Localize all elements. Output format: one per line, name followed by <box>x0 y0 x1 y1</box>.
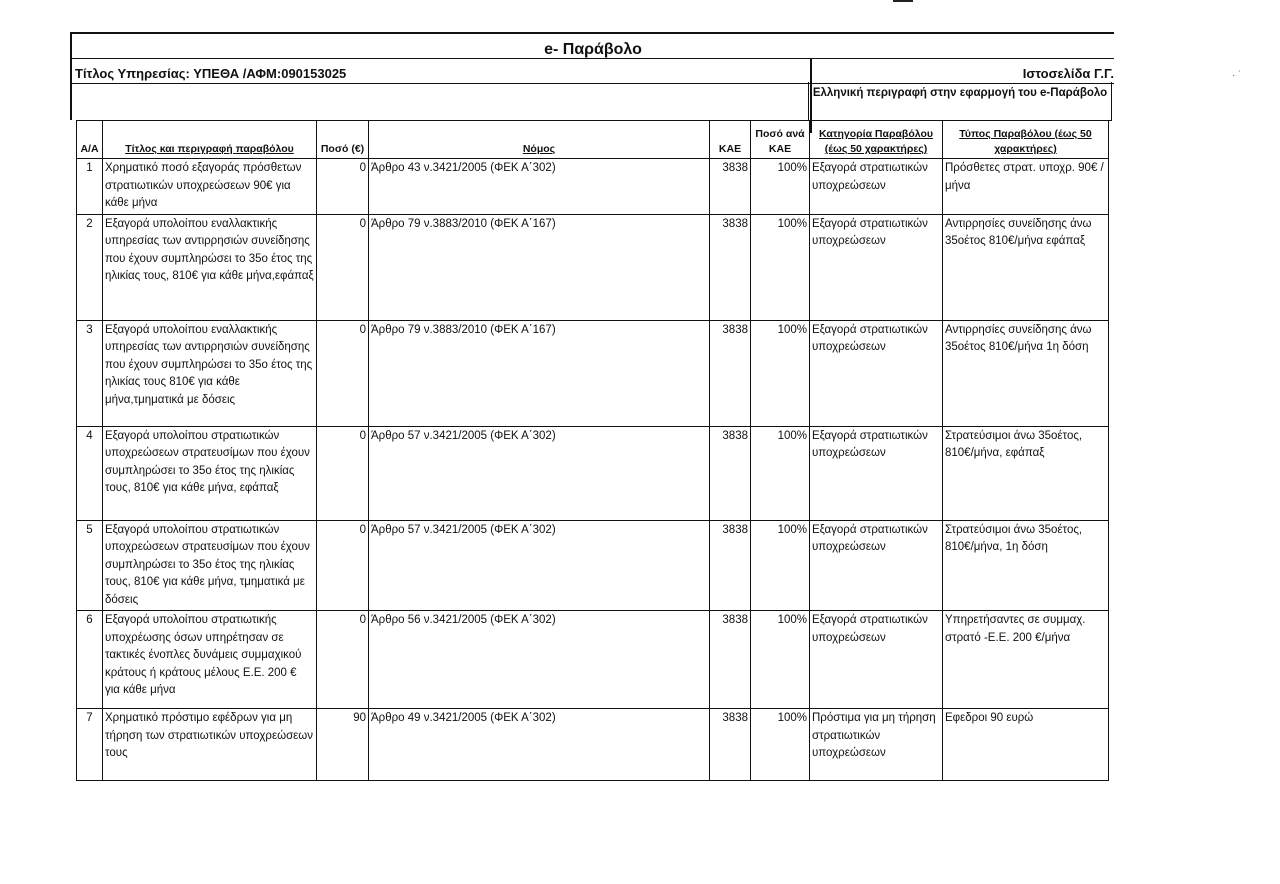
scan-mark <box>893 0 913 2</box>
cell-type: Υπηρετήσαντες σε συμμαχ. στρατό -Ε.Ε. 200 €/μήνα <box>943 611 1109 709</box>
greek-description-header: Ελληνική περιγραφή στην εφαρμογή του e-Παράβολο <box>812 87 1108 99</box>
cell-index: 2 <box>77 214 103 320</box>
header-kae: ΚΑΕ <box>710 121 751 159</box>
cell-title: Χρηματικό ποσό εξαγοράς πρόσθετων στρατιωτικών υποχρεώσεων 90€ για κάθε μήνα <box>103 159 317 215</box>
cell-amount: 90 <box>317 709 369 781</box>
service-row <box>70 58 1114 84</box>
cell-amount-per-kae: 100% <box>751 611 810 709</box>
cell-title: Εξαγορά υπολοίπου στρατιωτικής υποχρέωσης όσων υπηρέτησαν σε τακτικές ένοπλες δυνάμεις συμμαχικού κράτους ή κράτους μέλους Ε.Ε. 200 € για κάθε μήνα <box>103 611 317 709</box>
cell-law: Άρθρο 56 ν.3421/2005 (ΦΕΚ Α΄302) <box>369 611 710 709</box>
cell-type: Αντιρρησίες συνείδησης άνω 35οέτος 810€/μήνα εφάπαξ <box>943 214 1109 320</box>
cell-title: Εξαγορά υπολοίπου εναλλακτικής υπηρεσίας των αντιρρησιών συνείδησης που έχουν συμπληρώσει το 35ο έτος της ηλικίας τους 810€ για κάθε μήνα,τμηματικά με δόσεις <box>103 320 317 426</box>
cell-type: Πρόσθετες στρατ. υποχρ. 90€ /μήνα <box>943 159 1109 215</box>
cell-type: Στρατεύσιμοι άνω 35οέτος, 810€/μήνα, 1η δόση <box>943 520 1109 611</box>
header-title: Τίτλος και περιγραφή παραβόλου <box>103 121 317 159</box>
cell-title: Εξαγορά υπολοίπου στρατιωτικών υποχρεώσεων στρατευσίμων που έχουν συμπληρώσει το 35ο έτος της ηλικίας τους, 810€ για κάθε μήνα, τμηματικά με δόσεις <box>103 520 317 611</box>
scan-specks: · ˙ <box>1232 70 1242 81</box>
cell-amount-per-kae: 100% <box>751 426 810 520</box>
cell-amount: 0 <box>317 214 369 320</box>
table-row <box>77 426 1109 520</box>
cell-law: Άρθρο 43 ν.3421/2005 (ΦΕΚ Α΄302) <box>369 159 710 215</box>
cell-category: Εξαγορά στρατιωτικών υποχρεώσεων <box>810 320 943 426</box>
cell-amount: 0 <box>317 159 369 215</box>
cell-law: Άρθρο 79 ν.3883/2010 (ΦΕΚ Α΄167) <box>369 320 710 426</box>
cell-index: 1 <box>77 159 103 215</box>
header-index: Α/Α <box>77 121 103 159</box>
cell-index: 6 <box>77 611 103 709</box>
left-border <box>70 82 72 120</box>
cell-title: Χρηματικό πρόστιμο εφέδρων για μη τήρηση των στρατιωτικών υποχρεώσεων τους <box>103 709 317 781</box>
cell-kae: 3838 <box>710 214 751 320</box>
cell-category: Εξαγορά στρατιωτικών υποχρεώσεων <box>810 520 943 611</box>
table-row <box>77 611 1109 709</box>
cell-category: Εξαγορά στρατιωτικών υποχρεώσεων <box>810 159 943 215</box>
header-amount-per-kae: Ποσό ανά ΚΑΕ <box>751 121 810 159</box>
service-title: Τίτλος Υπηρεσίας: ΥΠΕΘΑ /ΑΦΜ:090153025 <box>75 66 347 81</box>
header-category: Κατηγορία Παραβόλου (έως 50 χαρακτήρες) <box>810 121 943 159</box>
table-header-row <box>77 121 1109 159</box>
greek-description-box <box>808 82 1112 121</box>
header-law: Νόμος <box>369 121 710 159</box>
table-row <box>77 320 1109 426</box>
cell-index: 7 <box>77 709 103 781</box>
table-row <box>77 159 1109 215</box>
table-row <box>77 520 1109 611</box>
cell-title: Εξαγορά υπολοίπου εναλλακτικής υπηρεσίας των αντιρρησιών συνείδησης που έχουν συμπληρώσει το 35ο έτος της ηλικίας τους, 810€ για κάθε μήνα,εφάπαξ <box>103 214 317 320</box>
cell-amount: 0 <box>317 426 369 520</box>
cell-amount: 0 <box>317 611 369 709</box>
header-amount: Ποσό (€) <box>317 121 369 159</box>
cell-amount-per-kae: 100% <box>751 214 810 320</box>
table-row <box>77 214 1109 320</box>
website-label: Ιστοσελίδα Γ.Γ. <box>1022 66 1114 81</box>
table-row <box>77 709 1109 781</box>
cell-title: Εξαγορά υπολοίπου στρατιωτικών υποχρεώσεων στρατευσίμων που έχουν συμπληρώσει το 35ο έτος της ηλικίας τους, 810€ για κάθε μήνα, εφάπαξ <box>103 426 317 520</box>
cell-kae: 3838 <box>710 520 751 611</box>
cell-kae: 3838 <box>710 320 751 426</box>
cell-category: Εξαγορά στρατιωτικών υποχρεώσεων <box>810 426 943 520</box>
cell-category: Εξαγορά στρατιωτικών υποχρεώσεων <box>810 611 943 709</box>
cell-type: Αντιρρησίες συνείδησης άνω 35οέτος 810€/μήνα 1η δόση <box>943 320 1109 426</box>
cell-category: Εξαγορά στρατιωτικών υποχρεώσεων <box>810 214 943 320</box>
cell-amount: 0 <box>317 520 369 611</box>
cell-index: 5 <box>77 520 103 611</box>
cell-kae: 3838 <box>710 426 751 520</box>
cell-type: Στρατεύσιμοι άνω 35οέτος, 810€/μήνα, εφάπαξ <box>943 426 1109 520</box>
cell-amount-per-kae: 100% <box>751 320 810 426</box>
cell-law: Άρθρο 57 ν.3421/2005 (ΦΕΚ Α΄302) <box>369 520 710 611</box>
cell-category: Πρόστιμα για μη τήρηση στρατιωτικών υποχρεώσεων <box>810 709 943 781</box>
header-type: Τύπος Παραβόλου (έως 50 χαρακτήρες) <box>943 121 1109 159</box>
cell-kae: 3838 <box>710 159 751 215</box>
cell-index: 3 <box>77 320 103 426</box>
cell-kae: 3838 <box>710 709 751 781</box>
title-row <box>70 32 1114 60</box>
cell-index: 4 <box>77 426 103 520</box>
fee-table <box>76 120 1109 781</box>
cell-law: Άρθρο 49 ν.3421/2005 (ΦΕΚ Α΄302) <box>369 709 710 781</box>
document-title: e- Παράβολο <box>544 41 642 58</box>
cell-amount-per-kae: 100% <box>751 159 810 215</box>
cell-type: Εφεδροι 90 ευρώ <box>943 709 1109 781</box>
cell-amount-per-kae: 100% <box>751 709 810 781</box>
cell-law: Άρθρο 79 ν.3883/2010 (ΦΕΚ Α΄167) <box>369 214 710 320</box>
cell-amount: 0 <box>317 320 369 426</box>
cell-kae: 3838 <box>710 611 751 709</box>
cell-law: Άρθρο 57 ν.3421/2005 (ΦΕΚ Α΄302) <box>369 426 710 520</box>
cell-amount-per-kae: 100% <box>751 520 810 611</box>
